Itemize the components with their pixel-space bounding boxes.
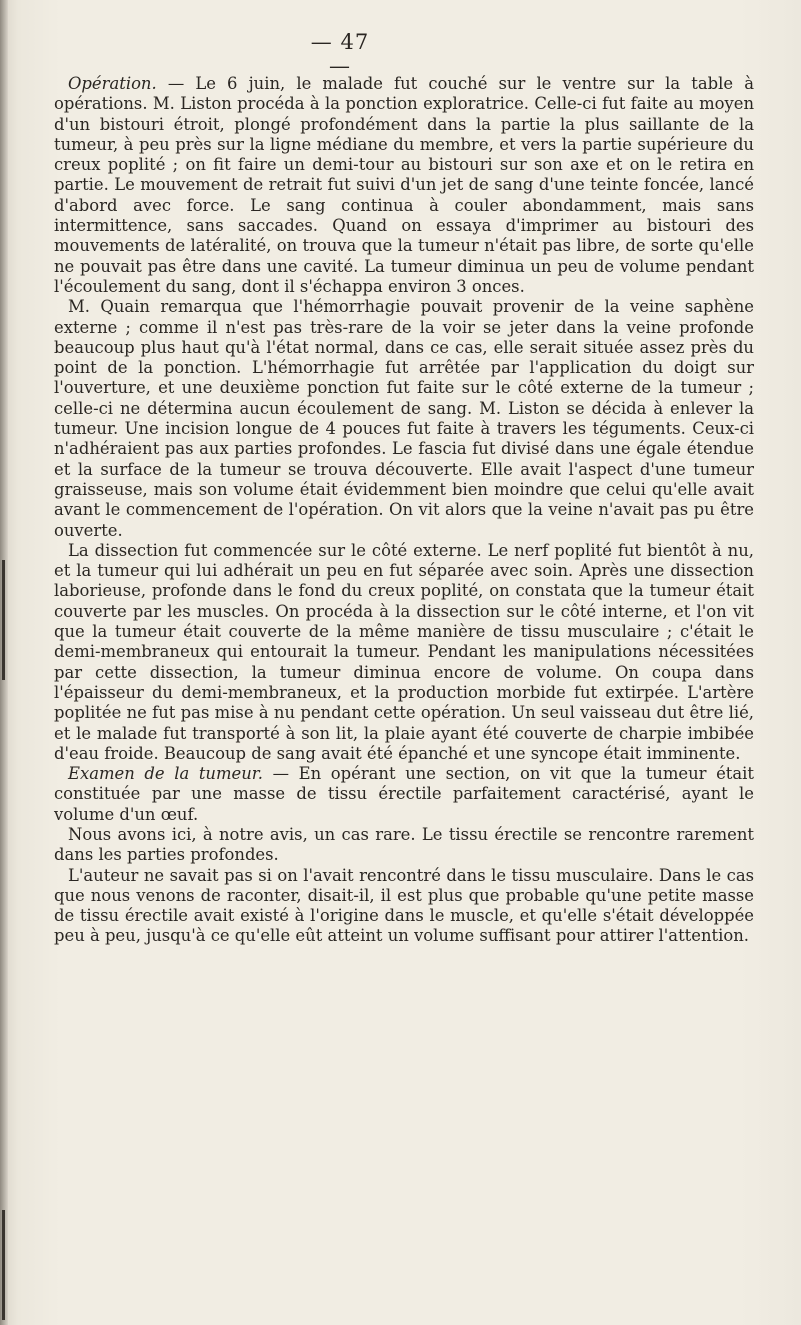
paragraph-text: L'auteur ne savait pas si on l'avait rencontré dans le tissu musculaire. Dans le cas que nous venons de raconter, disait-il, il est plus que probable qu'une petite masse de tissu érectile avait existé à l'origine dans le muscle, et qu'elle s'était développée peu à peu, jusqu'à ce qu'elle eût atteint un volume suffisant pour attirer l'attention. [54, 865, 754, 946]
paragraph-text: M. Quain remarqua que l'hémorrhagie pouvait provenir de la veine saphène externe ; comme il n'est pas très-rare de la voir se jeter dans la veine profonde beaucoup plus haut qu'à l'état normal, dans ce cas, elle serait située assez près du point de la ponction. L'hémorrhagie fut arrêtée par l'application du doigt sur l'ouverture, et une deuxième ponction fut faite sur le côté externe de la tumeur ; celle-ci ne détermina aucun écoulement de sang. M. Liston se décida à enlever la tumeur. Une incision longue de 4 pouces fut faite à travers les téguments. Ceux-ci n'adhéraient pas aux parties profondes. Le fascia fut divisé dans une égale étendue et la surface de la tumeur se trouva découverte. Elle avait l'aspect d'une tumeur graisseuse, mais son volume était évidemment bien moindre que celui qu'elle avait avant le commencement de l'opération. On vit alors que la veine n'avait pas pu être ouverte. [54, 297, 754, 540]
body-text [54, 74, 754, 947]
paragraph-quain [54, 297, 754, 541]
section-heading-operation: Opération. [68, 74, 157, 93]
gutter-mark [2, 560, 5, 680]
paragraph-text: — En opérant une section, on vit que la tumeur était constituée par une masse de tissu érectile parfaitement caractérisé, ayant le volume d'un œuf. [54, 764, 754, 824]
paragraph-auteur [54, 866, 754, 947]
gutter-mark [2, 1210, 5, 1320]
section-heading-examen: Examen de la tumeur. [68, 764, 264, 784]
paragraph-operation [54, 74, 754, 297]
paragraph-text: La dissection fut commencée sur le côté externe. Le nerf poplité fut bientôt à nu, et la tumeur qui lui adhérait un peu en fut séparée avec soin. Après une dissection laborieuse, profonde dans le fond du creux poplité, on constata que la tumeur était couverte par les muscles. On procéda à la dissection sur le côté interne, et l'on vit que la tumeur était couverte de la même manière de tissu musculaire ; c'était le demi-membraneux qui entourait la tumeur. Pendant les manipulations nécessitées par cette dissection, la tumeur diminua encore de volume. On coupa dans l'épaisseur du demi-membraneux, et la production morbide fut extirpée. L'artère poplitée ne fut pas mise à nu pendant cette opération. Un seul vaisseau dut être lié, et le malade fut transporté à son lit, la plaie ayant été couverte de charpie imbibée d'eau froide. Beaucoup de sang avait été épanché et une syncope était imminente. [54, 540, 754, 763]
paragraph-text: Nous avons ici, à notre avis, un cas rare. Le tissu érectile se rencontre rarement dans les parties profondes. [54, 824, 754, 865]
paragraph-text: — Le 6 juin, le malade fut couché sur le ventre sur la table à opérations. M. Liston procéda à la ponction exploratrice. Celle-ci fut faite au moyen d'un bistouri étroit, plongé profondément dans la partie la plus saillante de la tumeur, à peu près sur la ligne médiane du membre, et vers la partie supérieure du creux poplité ; on fit faire un demi-tour au bistouri sur son axe et on le retira en partie. Le mouvement de retrait fut suivi d'un jet de sang d'une teinte foncée, lancé d'abord avec force. Le sang continua à couler abondamment, mais sans intermittence, sans saccades. Quand on essaya d'imprimer au bistouri des mouvements de latéralité, on trouva que la tumeur n'était pas libre, de sorte qu'elle ne pouvait pas être dans une cavité. La tumeur diminua un peu de volume pendant l'écoulement du sang, dont il s'échappa environ 3 onces. [54, 74, 754, 296]
paragraph-dissection [54, 541, 754, 764]
page-number: — 47 — [310, 30, 370, 78]
paragraph-rare-case [54, 825, 754, 866]
paragraph-examen [54, 764, 754, 825]
